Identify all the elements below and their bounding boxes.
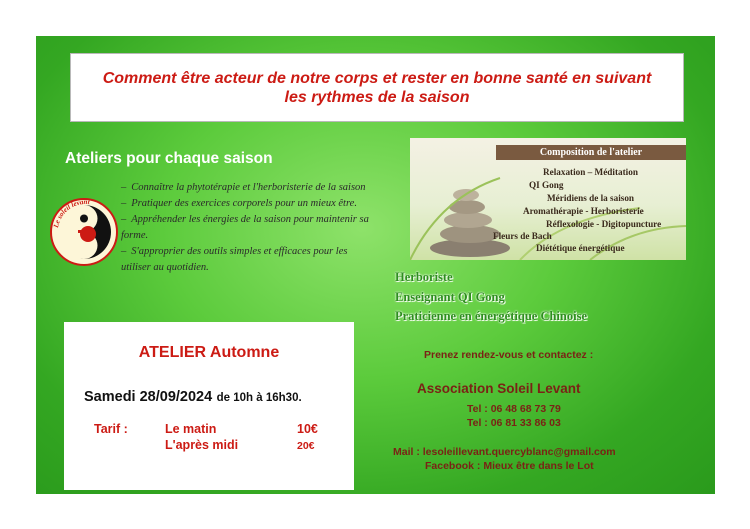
title-box <box>70 53 684 122</box>
composition-panel <box>410 138 686 260</box>
composition-item: Aromathérapie - Herboristerie <box>523 206 644 216</box>
bullet-item: – Connaître la phytotérapie et l'herboristerie de la saison <box>121 182 366 193</box>
price-value: 20€ <box>297 440 315 452</box>
composition-item: Diététique énergétique <box>536 243 625 253</box>
flyer <box>36 36 715 494</box>
bullet-item: – Pratiquer des exercices corporels pour un mieux être. <box>121 198 357 209</box>
yin-yang-logo <box>48 182 120 274</box>
atelier-date: Samedi 28/09/2024 <box>84 389 213 405</box>
bullet-item: – Appréhender les énergies de la saison pour maintenir sa forme. <box>121 214 369 241</box>
composition-item: QI Gong <box>529 180 564 190</box>
price-label: L'après midi <box>165 438 239 452</box>
price-value: 10€ <box>297 422 318 436</box>
page-title: Comment être acteur de notre corps et rester en bonne santé en suivant les rythmes de la saison <box>102 69 652 106</box>
instructor-titles <box>395 268 587 327</box>
atelier-box <box>64 322 354 490</box>
phone-number: Tel : 06 48 68 73 79 <box>467 403 561 415</box>
ateliers-heading: Ateliers pour chaque saison <box>65 150 273 167</box>
instructor-title: Enseignant QI Gong <box>395 289 505 304</box>
instructor-title: Herboriste <box>395 270 453 284</box>
phone-number: Tel : 06 81 33 86 03 <box>467 417 561 429</box>
email-address: Mail : lesoleillevant.quercyblanc@gmail.com <box>393 446 616 458</box>
facebook-page: Facebook : Mieux être dans le Lot <box>425 460 594 472</box>
bullet-item: – S'approprier des outils simples et efficaces pour les utiliser au quotidien. <box>121 246 348 273</box>
association-name: Association Soleil Levant <box>417 381 581 396</box>
composition-item: Méridiens de la saison <box>547 193 635 203</box>
atelier-title: ATELIER Automne <box>138 344 280 361</box>
atelier-hours: de 10h à 16h30. <box>216 392 302 404</box>
price-label: Le matin <box>165 422 217 436</box>
contact-heading: Prenez rendez-vous et contactez : <box>424 349 594 361</box>
composition-item: Relaxation – Méditation <box>543 167 638 177</box>
composition-item: Fleurs de Bach <box>493 231 552 241</box>
bullet-list <box>121 180 371 276</box>
logo-text: Le soleil levant <box>52 197 91 229</box>
composition-item: Réflexologie - Digitopuncture <box>546 219 662 229</box>
composition-header: Composition de l'atelier <box>496 145 686 160</box>
tarif-label: Tarif : <box>94 422 128 436</box>
instructor-title: Praticienne en énergétique Chinoise <box>395 309 587 323</box>
atelier-date-line <box>84 388 302 406</box>
